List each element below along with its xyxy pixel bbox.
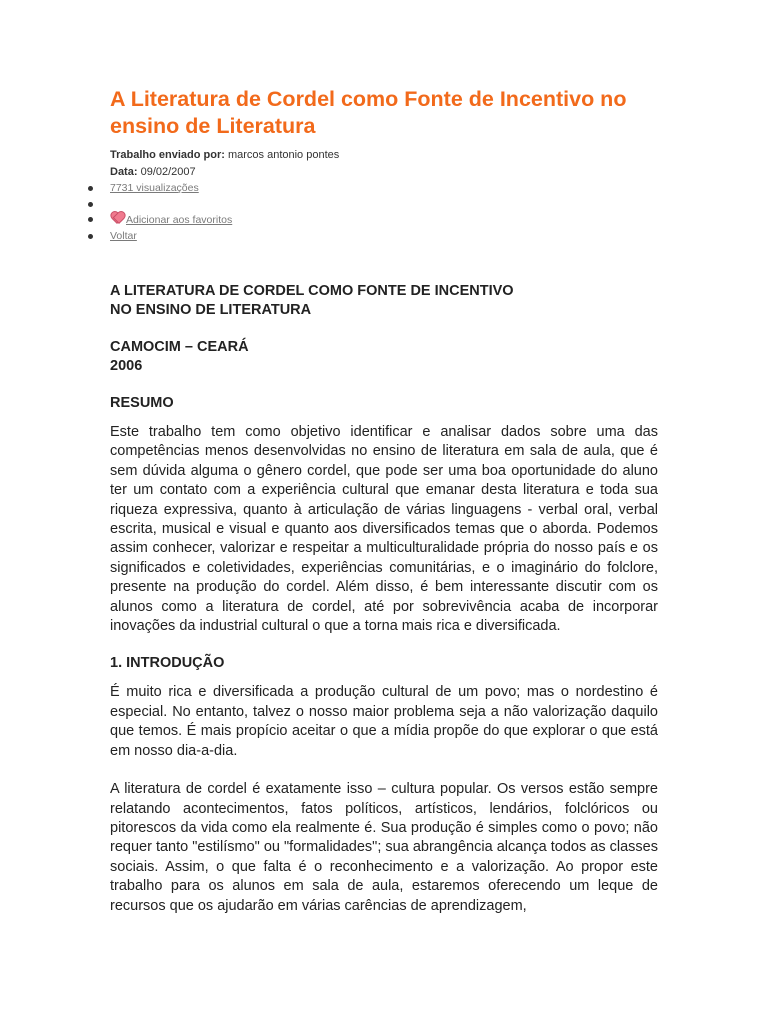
abstract-paragraph: Este trabalho tem como objetivo identificar e analisar dados sobre uma das competências menos desenvolvidas no ensino de literatura em sala de aula, que é sem dúvida alguma o gênero cordel, que pode ser uma boa oportunidade do aluno ter um contato com a experiência cultural que emanar desta literatura e toda sua riqueza expressiva, quanto à articulação de várias linguagens - verbal oral, verbal escrita, musical e visual e quanto aos diversificados temas que o aborda. Podemos assim conhecer, valorizar e respeitar a multiculturalidade própria do nosso país e os significados e coletividades, experiências comunitárias, e o imaginário do folclore, presente na produção do cordel. Além disso, é bem interessante discutir com os alunos como a literatura de cordel, até por sobrevivência acaba de incorporar inovações da industrial cultural o que a torna mais rica e diversificada. — [110, 424, 658, 635]
document-title-line-1: A LITERATURA DE CORDEL COMO FONTE DE INCENTIVO — [110, 283, 514, 299]
abstract-heading: RESUMO — [110, 395, 174, 411]
document-year: 2006 — [110, 358, 143, 374]
views-item — [110, 181, 658, 197]
document-place: CAMOCIM – CEARÁ — [110, 339, 249, 355]
sent-by-label: Trabalho enviado por: — [110, 149, 225, 161]
add-to-favorites-link[interactable]: Adicionar aos favoritos — [126, 214, 233, 226]
article-page — [110, 86, 658, 916]
sent-by-line — [110, 147, 658, 164]
favorites-item — [110, 212, 658, 229]
article-title: A Literatura de Cordel como Fonte de Incentivo no ensino de Literatura — [110, 87, 627, 138]
sent-by-value: marcos antonio pontes — [227, 149, 340, 161]
introduction-paragraph-2: A literatura de cordel é exatamente isso – cultura popular. Os versos estão sempre relatando acontecimentos, fatos políticos, artísticos, lendários, folclóricos ou pitorescos da vida como ela realmente é. Sua produção é simples como o povo; não requer tanto "estilísmo" ou "formalidades"; sua abrangência alcança todos as classes sociais. Assim, o que falta é o reconhecimento e a valorização. Ao propor este trabalho para os alunos em sala de aula, estaremos oferecendo um leque de recursos que os ajudarão em várias carências de aprendizagem, — [110, 781, 658, 914]
introduction-paragraph-1: É muito rica e diversificada a produção cultural de um povo; mas o nordestino é especial. No entanto, talvez o nosso maior problema seja a não valorização daquilo que temos. É mais propício aceitar o que a mídia propõe do que explorar o que está em nosso dia-a-dia. — [110, 684, 658, 759]
article-actions — [110, 181, 658, 244]
document-title-line-2: NO ENSINO DE LITERATURA — [110, 302, 312, 318]
back-link[interactable]: Voltar — [110, 229, 137, 242]
document-title — [110, 282, 658, 320]
date-value: 09/02/2007 — [140, 166, 196, 178]
date-line — [110, 164, 658, 181]
views-link[interactable]: 7731 visualizações — [110, 182, 199, 194]
introduction-heading: 1. INTRODUÇÃO — [110, 655, 225, 672]
back-item — [110, 229, 658, 245]
document-place-year — [110, 338, 658, 376]
heart-icon[interactable] — [110, 212, 126, 224]
date-label: Data: — [110, 166, 138, 178]
empty-item — [110, 197, 658, 213]
